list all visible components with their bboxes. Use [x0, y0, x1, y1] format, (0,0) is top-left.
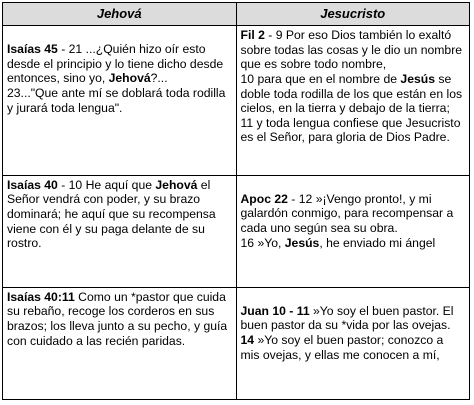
- verse-ref: Apoc 22: [240, 191, 288, 206]
- cell-right-2: [236, 175, 470, 287]
- table-row: [3, 287, 470, 399]
- verse-ref: Jesús: [284, 235, 320, 250]
- cell-right-3: [236, 287, 470, 399]
- verse-ref: Isaías 40: [7, 177, 58, 192]
- cell-right-1: [236, 26, 470, 176]
- header-row: [3, 3, 470, 26]
- verse-text: se doble toda rodilla de los que están en los cielos, en la tierra y debajo de la tierra; 11 y toda lengua confiese que Jesucristo es el Señor, para gloria de Dios Padre.: [240, 72, 463, 145]
- verse-ref: Isaías 45: [7, 42, 58, 57]
- verse-text: - 10 He aquí que: [57, 177, 156, 192]
- verse-text: el Señor vendrá con poder, y su brazo dominará; he aquí que su recompensa viene con él y su paga delante de su rostro.: [7, 177, 216, 251]
- verse-text: - 9 Por eso Dios también lo exaltó sobre todas las cosas y le dio un nombre que es sobre todo nombre,: [240, 28, 463, 72]
- comparison-table: [2, 2, 470, 400]
- verse-text: 16 »Yo,: [240, 235, 285, 250]
- cell-left-3: [3, 287, 237, 399]
- verse-text: »Yo soy el buen pastor. El buen pastor da su *vida por las ovejas.: [240, 303, 454, 333]
- verse-ref: 14: [240, 333, 255, 348]
- cell-left-2: [3, 175, 237, 287]
- header-jehova: Jehová: [3, 3, 237, 26]
- verse-text: - 12 »¡Vengo pronto!, y mi galardón conmigo, para recompensar a cada uno según sea su obra.: [240, 191, 454, 235]
- verse-text: »Yo soy el buen pastor; conozco a mis ovejas, y ellas me conocen a mí,: [240, 333, 444, 362]
- verse-text: 10 para que en el nombre de: [240, 72, 401, 86]
- verse-text: Como un *pastor que cuida su rebaño, recoge los corderos en sus brazos; los lleva junto a su pecho, y guía con cuidado a las recién paridas.: [7, 289, 228, 348]
- table-row: [3, 26, 470, 176]
- verse-text: - 21 ...¿Quién hizo oír esto desde el principio y lo tiene dicho desde entonces, sino yo,: [7, 42, 224, 86]
- verse-ref: Jesús: [400, 72, 435, 86]
- verse-ref: Jehová: [155, 177, 198, 192]
- verse-ref: Isaías 40:11: [7, 289, 75, 304]
- header-jesucristo: Jesucristo: [236, 3, 470, 26]
- verse-text: 23..."Que ante mí se doblará toda rodilla y jurará toda lengua".: [7, 86, 226, 115]
- verse-text: , he enviado mi ángel: [319, 235, 436, 250]
- verse-ref: Fil 2: [240, 28, 265, 43]
- table-row: [3, 175, 470, 287]
- verse-text: ?...: [150, 71, 168, 86]
- verse-ref: Juan 10 - 11: [240, 303, 310, 318]
- verse-ref: Jehová: [108, 71, 151, 86]
- cell-left-1: [3, 26, 237, 176]
